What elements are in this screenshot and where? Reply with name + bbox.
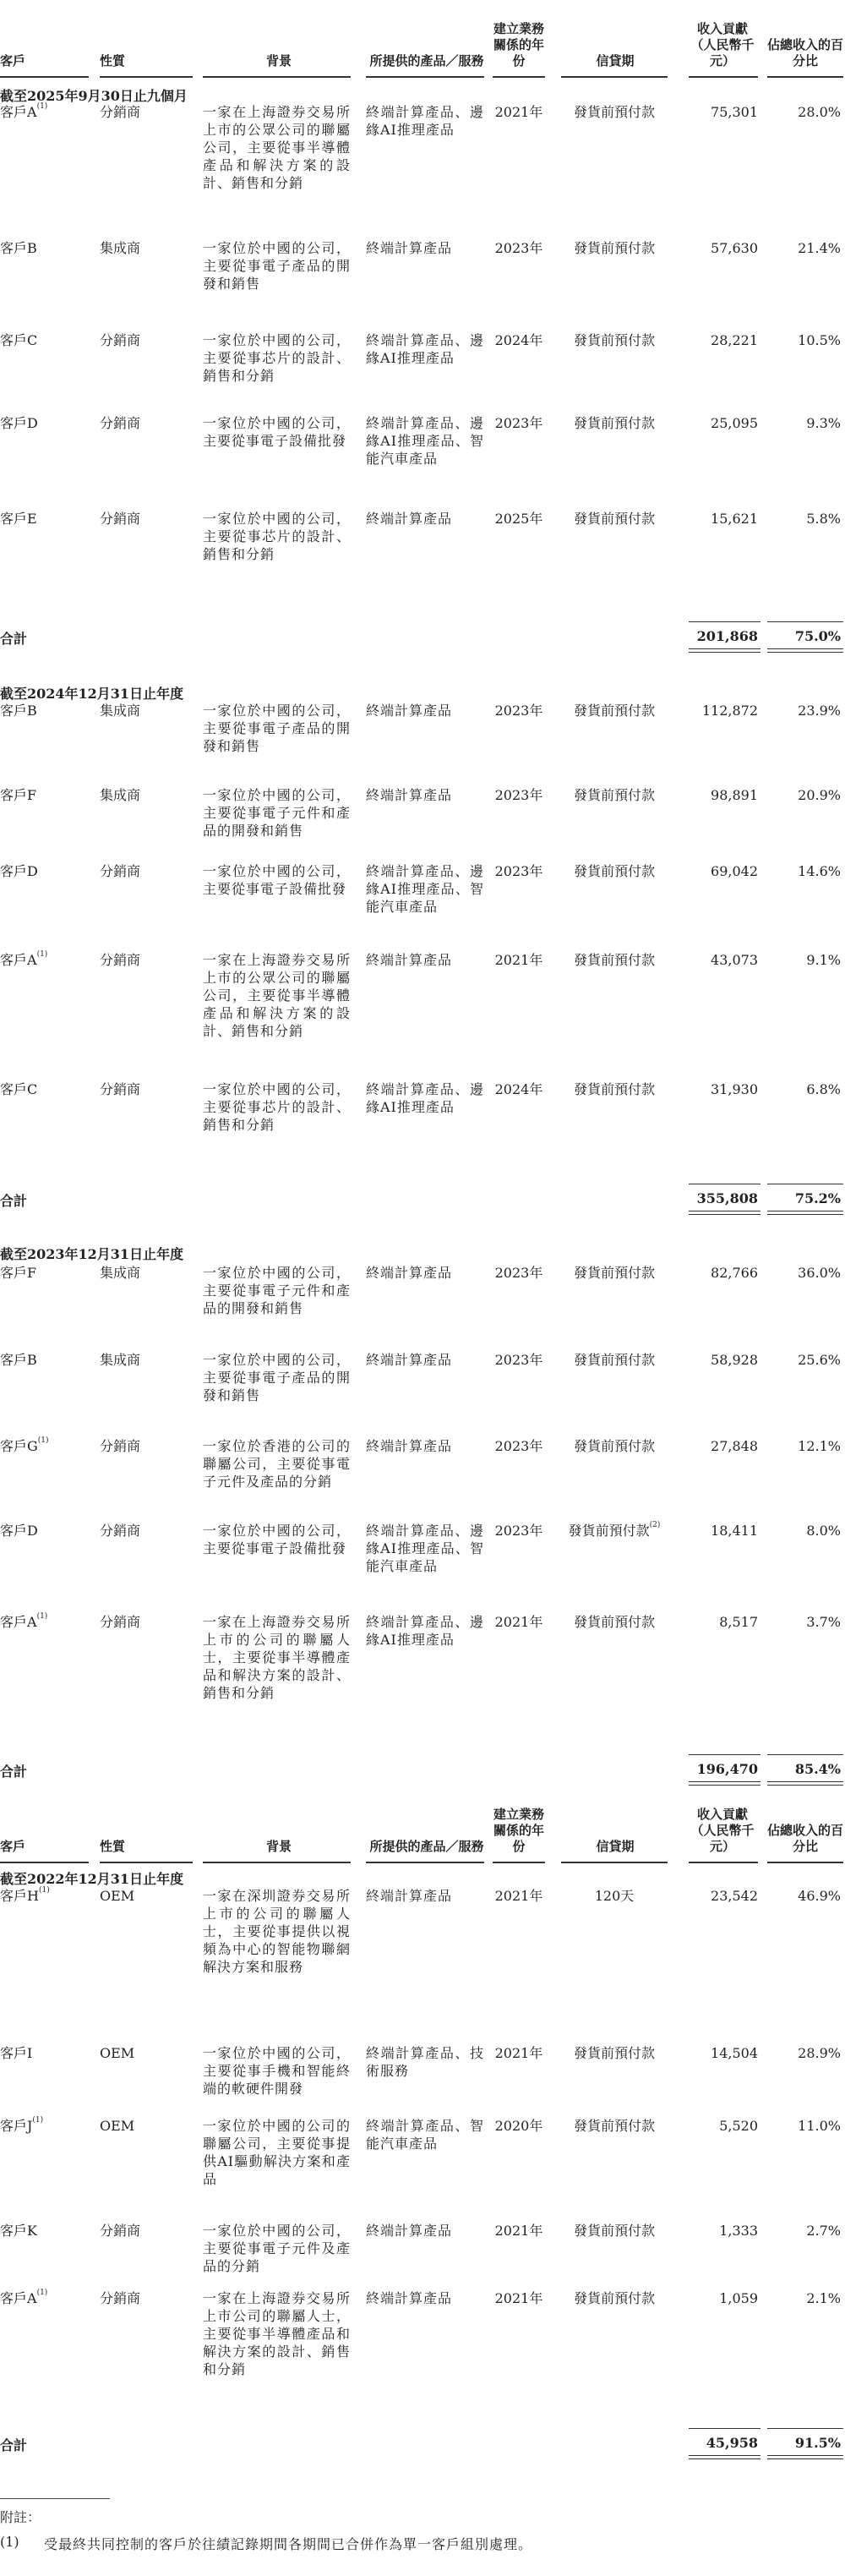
header-products: 所提供的產品／服務	[369, 1839, 484, 1854]
customer-background: 一家在上海證券交易所上市公司的聯屬人士，主要從事半導體產品和解決方案的設計、銷售和分銷	[203, 2290, 351, 2377]
customer-name-text: 客戶F	[0, 787, 37, 803]
products-services: 終端計算產品、邊緣AI推理產品	[366, 332, 484, 366]
notes-heading: 附註：	[0, 2509, 41, 2525]
revenue-percent: 11.0%	[798, 2118, 841, 2134]
revenue-value: 23,542	[711, 1888, 758, 1904]
relationship-year: 2021年	[494, 2045, 543, 2061]
footnote-ref: (1)	[36, 2289, 48, 2297]
relationship-year: 2023年	[494, 1523, 543, 1539]
products-services: 終端計算產品	[366, 1265, 453, 1281]
footnote-ref: (1)	[36, 950, 48, 959]
customer-nature: 集成商	[100, 1265, 141, 1281]
credit-term-text: 120天	[594, 1888, 635, 1904]
customer-background: 一家位於中國的公司，主要從事手機和智能終端的軟硬件開發	[203, 2045, 351, 2097]
revenue-percent: 9.1%	[806, 952, 841, 968]
products-services: 終端計算產品、邊緣AI推理產品	[366, 104, 484, 138]
customer-background: 一家位於香港的公司的聯屬公司，主要從事電子元件及產品的分銷	[203, 1438, 351, 1490]
revenue-value: 1,059	[719, 2290, 758, 2306]
revenue-percent: 20.9%	[798, 787, 841, 803]
products-services: 終端計算產品	[366, 1352, 453, 1368]
customer-name-text: 客戶D	[0, 863, 38, 879]
header-rule	[561, 76, 668, 78]
total-top-rule	[767, 2428, 843, 2429]
products-services: 終端計算產品	[366, 240, 453, 256]
customer-nature: 分銷商	[100, 952, 141, 968]
total-top-rule	[689, 1754, 760, 1755]
customer-nature: 分銷商	[100, 1081, 141, 1097]
table-header	[0, 0, 845, 78]
footnote-ref: (2)	[649, 1521, 661, 1529]
credit-term	[561, 1437, 668, 1455]
relationship-year: 2023年	[494, 787, 543, 803]
relationship-year: 2023年	[494, 1352, 543, 1368]
header-credit: 信貸期	[596, 53, 635, 68]
customer-name	[0, 414, 93, 432]
customer-name	[0, 2289, 93, 2307]
table-header	[0, 1786, 845, 1863]
customer-name	[0, 951, 93, 969]
customer-name	[0, 239, 93, 257]
total-row	[0, 1190, 845, 1209]
total-label: 合計	[0, 1193, 28, 1209]
customer-name	[0, 786, 93, 804]
revenue-percent: 12.1%	[798, 1438, 841, 1454]
credit-term	[561, 1522, 668, 1540]
total-label: 合計	[0, 631, 28, 647]
customer-name	[0, 1887, 93, 1905]
products-services: 終端計算產品	[366, 952, 453, 968]
customer-name-text: 客戶C	[0, 332, 38, 348]
products-services: 終端計算產品	[366, 1438, 453, 1454]
credit-term-text: 發貨前預付款	[568, 1523, 650, 1539]
relationship-year: 2025年	[494, 511, 543, 527]
total-revenue: 201,868	[696, 628, 758, 644]
customer-background: 一家位於中國的公司，主要從事電子產品的開發和銷售	[203, 703, 351, 754]
credit-term	[561, 331, 668, 349]
products-services: 終端計算產品	[366, 703, 453, 719]
credit-term	[561, 239, 668, 257]
customer-name-text: 客戶E	[0, 511, 37, 527]
revenue-value: 112,872	[701, 703, 758, 719]
revenue-value: 25,095	[711, 415, 758, 431]
customer-background: 一家位於中國的公司，主要從事電子產品的開發和銷售	[203, 1352, 351, 1403]
customer-nature: 集成商	[100, 240, 141, 256]
total-bottom-rule	[689, 1211, 760, 1215]
relationship-year: 2023年	[494, 1265, 543, 1281]
products-services: 終端計算產品	[366, 787, 453, 803]
header-rule	[366, 76, 484, 78]
revenue-percent: 46.9%	[798, 1888, 841, 1904]
customer-background: 一家位於中國的公司，主要從事電子設備批發	[203, 1523, 351, 1556]
credit-term	[561, 103, 668, 121]
total-bottom-rule	[689, 1781, 760, 1786]
section-title: 截至2023年12月31日止年度	[0, 1246, 184, 1262]
relationship-year: 2020年	[494, 2118, 543, 2134]
customer-name-text: 客戶I	[0, 2045, 33, 2061]
customer-name-text: 客戶C	[0, 1081, 38, 1097]
customer-nature: 集成商	[100, 1352, 141, 1368]
customer-name	[0, 2222, 93, 2240]
credit-term-text: 發貨前預付款	[573, 1438, 655, 1454]
total-top-rule	[689, 2428, 760, 2429]
header-background: 背景	[265, 53, 292, 68]
revenue-percent: 14.6%	[798, 863, 841, 879]
total-bottom-rule	[767, 1211, 843, 1215]
customer-nature: 分銷商	[100, 415, 141, 431]
credit-term-text: 發貨前預付款	[573, 511, 655, 527]
products-services: 終端計算產品	[366, 2290, 453, 2306]
total-bottom-rule	[689, 2455, 760, 2459]
products-services: 終端計算產品、邊緣AI推理產品、智能汽車產品	[366, 863, 484, 915]
customer-background: 一家在深圳證券交易所上市的公司的聯屬人士，主要從事提供以視頻為中心的智能物聯網解決方案和服務	[203, 1888, 351, 1975]
revenue-percent: 25.6%	[798, 1352, 841, 1368]
relationship-year: 2021年	[494, 2290, 543, 2306]
header-year: 建立業務關係的年份	[493, 21, 544, 68]
customer-name	[0, 1522, 93, 1540]
header-credit: 信貸期	[596, 1839, 635, 1854]
credit-term-text: 發貨前預付款	[573, 2223, 655, 2239]
revenue-percent: 3.7%	[806, 1614, 841, 1630]
revenue-percent: 28.9%	[798, 2045, 841, 2061]
customer-background: 一家位於中國的公司，主要從事芯片的設計、銷售和分銷	[203, 1081, 351, 1133]
header-background: 背景	[265, 1839, 292, 1854]
relationship-year: 2023年	[494, 863, 543, 879]
revenue-percent: 9.3%	[806, 415, 841, 431]
credit-term-text: 發貨前預付款	[573, 703, 655, 719]
total-percent: 91.5%	[794, 2435, 841, 2451]
credit-term	[561, 1613, 668, 1631]
customer-nature: OEM	[100, 1888, 135, 1904]
credit-term	[561, 702, 668, 719]
credit-term-text: 發貨前預付款	[573, 415, 655, 431]
total-label: 合計	[0, 1764, 28, 1780]
products-services: 終端計算產品	[366, 1888, 453, 1904]
total-top-rule	[767, 621, 843, 622]
customer-background: 一家位於中國的公司，主要從事電子元件和產品的開發和銷售	[203, 1265, 351, 1316]
total-bottom-rule	[767, 1781, 843, 1786]
total-bottom-rule	[689, 648, 760, 653]
notes-divider	[0, 2498, 110, 2499]
revenue-value: 57,630	[711, 240, 758, 256]
customer-nature: OEM	[100, 2118, 135, 2134]
revenue-value: 31,930	[711, 1081, 758, 1097]
credit-term-text: 發貨前預付款	[573, 1265, 655, 1281]
total-row	[0, 2435, 845, 2453]
section-title: 截至2024年12月31日止年度	[0, 686, 184, 702]
relationship-year: 2024年	[494, 332, 543, 348]
header-products: 所提供的產品／服務	[369, 53, 484, 68]
note-number: (1)	[0, 2534, 19, 2550]
revenue-value: 15,621	[711, 511, 758, 527]
revenue-percent: 28.0%	[798, 104, 841, 120]
header-rule	[493, 76, 545, 78]
header-revenue: 收入貢獻（人民幣千元）	[690, 1807, 755, 1854]
customer-background: 一家在上海證券交易所上市的公眾公司的聯屬公司，主要從事半導體產品和解決方案的設計、銷售和分銷	[203, 104, 351, 191]
credit-term	[561, 2222, 668, 2240]
relationship-year: 2024年	[494, 1081, 543, 1097]
relationship-year: 2021年	[494, 2223, 543, 2239]
revenue-percent: 21.4%	[798, 240, 841, 256]
relationship-year: 2023年	[494, 1438, 543, 1454]
revenue-percent: 10.5%	[798, 332, 841, 348]
header-rule	[203, 76, 351, 78]
relationship-year: 2021年	[494, 952, 543, 968]
header-nature: 性質	[100, 1839, 126, 1854]
customer-name	[0, 702, 93, 719]
credit-term-text: 發貨前預付款	[573, 863, 655, 879]
footnote-ref: (1)	[36, 102, 48, 111]
customer-nature: 分銷商	[100, 863, 141, 879]
credit-term	[561, 862, 668, 880]
total-top-rule	[767, 1754, 843, 1755]
customer-name-text: 客戶A	[0, 2290, 37, 2306]
customer-name	[0, 2117, 93, 2135]
customer-name	[0, 1351, 93, 1369]
customer-name-text: 客戶A	[0, 952, 37, 968]
revenue-percent: 8.0%	[806, 1523, 841, 1539]
header-nature: 性質	[100, 53, 126, 68]
revenue-percent: 2.1%	[806, 2290, 841, 2306]
section-title: 截至2022年12月31日止年度	[0, 1871, 184, 1887]
revenue-value: 14,504	[711, 2045, 758, 2061]
total-bottom-rule	[767, 648, 843, 653]
customer-name-text: 客戶G	[0, 1438, 38, 1454]
products-services: 終端計算產品、智能汽車產品	[366, 2118, 484, 2152]
customer-nature: 分銷商	[100, 2290, 141, 2306]
customer-name	[0, 510, 93, 528]
credit-term-text: 發貨前預付款	[573, 787, 655, 803]
revenue-value: 8,517	[719, 1614, 758, 1630]
relationship-year: 2023年	[494, 703, 543, 719]
credit-term	[561, 2117, 668, 2135]
customer-name	[0, 103, 93, 121]
revenue-value: 28,221	[711, 332, 758, 348]
header-year: 建立業務關係的年份	[493, 1807, 544, 1854]
total-percent: 75.0%	[794, 628, 841, 644]
header-rule	[366, 1862, 484, 1863]
credit-term-text: 發貨前預付款	[573, 1081, 655, 1097]
customer-name-text: 客戶B	[0, 1352, 37, 1368]
customer-name	[0, 862, 93, 880]
header-rule	[689, 76, 758, 78]
customer-name	[0, 1264, 93, 1282]
header-rule	[100, 1862, 193, 1863]
total-revenue: 45,958	[706, 2435, 758, 2451]
header-rule	[493, 1862, 545, 1863]
products-services: 終端計算產品、技術服務	[366, 2045, 484, 2079]
total-row	[0, 628, 845, 647]
header-rule	[561, 1862, 668, 1863]
customer-nature: 分銷商	[100, 1438, 141, 1454]
customer-name-text: 客戶B	[0, 703, 37, 719]
credit-term	[561, 951, 668, 969]
credit-term-text: 發貨前預付款	[573, 104, 655, 120]
total-row	[0, 1761, 845, 1780]
header-rule	[767, 1862, 843, 1863]
header-rule	[100, 76, 193, 78]
credit-term-text: 發貨前預付款	[573, 332, 655, 348]
customer-name-text: 客戶J	[0, 2118, 33, 2134]
footnote-ref: (1)	[32, 2116, 44, 2125]
section-title: 截至2025年9月30日止九個月	[0, 88, 188, 104]
header-revenue: 收入貢獻（人民幣千元）	[690, 21, 755, 68]
customer-nature: 分銷商	[100, 332, 141, 348]
total-revenue: 355,808	[696, 1190, 758, 1206]
header-rule	[0, 1862, 89, 1863]
total-top-rule	[689, 621, 760, 622]
header-percent: 佔總收入的百分比	[767, 37, 844, 68]
revenue-value: 98,891	[711, 787, 758, 803]
relationship-year: 2021年	[494, 1888, 543, 1904]
customer-name	[0, 1080, 93, 1098]
credit-term-text: 發貨前預付款	[573, 1352, 655, 1368]
note-text: 受最終共同控制的客戶於往績記錄期間各期間已合併作為單一客戶組別處理。	[44, 2536, 533, 2552]
credit-term	[561, 1887, 668, 1905]
total-percent: 75.2%	[794, 1190, 841, 1206]
credit-term-text: 發貨前預付款	[573, 1614, 655, 1630]
footnote-ref: (1)	[38, 1886, 50, 1895]
revenue-percent: 5.8%	[806, 511, 841, 527]
customer-name	[0, 1613, 93, 1631]
customer-name	[0, 2044, 93, 2062]
customer-nature: 集成商	[100, 703, 141, 719]
customer-background: 一家位於中國的公司，主要從事電子產品的開發和銷售	[203, 240, 351, 292]
total-percent: 85.4%	[794, 1761, 841, 1777]
products-services: 終端計算產品、邊緣AI推理產品	[366, 1081, 484, 1115]
customer-name-text: 客戶A	[0, 1614, 37, 1630]
header-customer: 客戶	[0, 53, 26, 68]
credit-term-text: 發貨前預付款	[573, 2045, 655, 2061]
relationship-year: 2023年	[494, 415, 543, 431]
credit-term	[561, 786, 668, 804]
revenue-value: 58,928	[711, 1352, 758, 1368]
customer-name-text: 客戶B	[0, 240, 37, 256]
total-bottom-rule	[767, 2455, 843, 2459]
revenue-percent: 2.7%	[806, 2223, 841, 2239]
credit-term	[561, 1264, 668, 1282]
customer-nature: 分銷商	[100, 104, 141, 120]
customer-name	[0, 331, 93, 349]
header-percent: 佔總收入的百分比	[767, 1823, 844, 1854]
footnote-ref: (1)	[37, 1436, 49, 1445]
customer-nature: 分銷商	[100, 1523, 141, 1539]
credit-term	[561, 414, 668, 432]
relationship-year: 2021年	[494, 104, 543, 120]
customer-background: 一家位於中國的公司，主要從事電子設備批發	[203, 415, 351, 449]
customer-name-text: 客戶K	[0, 2223, 37, 2239]
customer-name-text: 客戶H	[0, 1888, 39, 1904]
products-services: 終端計算產品	[366, 2223, 453, 2239]
products-services: 終端計算產品、邊緣AI推理產品、智能汽車產品	[366, 1523, 484, 1574]
relationship-year: 2023年	[494, 240, 543, 256]
credit-term-text: 發貨前預付款	[573, 2118, 655, 2134]
customer-nature: 分銷商	[100, 511, 141, 527]
header-rule	[767, 76, 843, 78]
customer-name-text: 客戶D	[0, 1523, 38, 1539]
customer-background: 一家位於中國的公司，主要從事電子元件及產品的分銷	[203, 2223, 351, 2274]
revenue-value: 27,848	[711, 1438, 758, 1454]
relationship-year: 2021年	[494, 1614, 543, 1630]
customer-name	[0, 1437, 93, 1455]
products-services: 終端計算產品、邊緣AI推理產品	[366, 1614, 484, 1648]
customer-background: 一家位於中國的公司，主要從事芯片的設計、銷售和分銷	[203, 511, 351, 562]
customer-background: 一家在上海證券交易所上市的公眾公司的聯屬公司，主要從事半導體產品和解決方案的設計、銷售和分銷	[203, 952, 351, 1039]
products-services: 終端計算產品、邊緣AI推理產品、智能汽車產品	[366, 415, 484, 467]
revenue-value: 1,333	[719, 2223, 758, 2239]
credit-term-text: 發貨前預付款	[573, 240, 655, 256]
header-rule	[689, 1862, 758, 1863]
header-customer: 客戶	[0, 1839, 26, 1854]
header-rule	[203, 1862, 351, 1863]
revenue-value: 75,301	[711, 104, 758, 120]
header-rule	[0, 76, 89, 78]
customer-nature: 分銷商	[100, 1614, 141, 1630]
customer-background: 一家位於中國的公司，主要從事芯片的設計、銷售和分銷	[203, 332, 351, 384]
credit-term	[561, 2044, 668, 2062]
customer-name-text: 客戶F	[0, 1265, 37, 1281]
customer-name-text: 客戶A	[0, 104, 37, 120]
revenue-percent: 23.9%	[798, 703, 841, 719]
revenue-value: 69,042	[711, 863, 758, 879]
footnote-ref: (1)	[36, 1612, 48, 1621]
revenue-percent: 36.0%	[798, 1265, 841, 1281]
credit-term	[561, 1351, 668, 1369]
products-services: 終端計算產品	[366, 511, 453, 527]
revenue-value: 5,520	[719, 2118, 758, 2134]
customer-name-text: 客戶D	[0, 415, 38, 431]
revenue-value: 43,073	[711, 952, 758, 968]
revenue-value: 82,766	[711, 1265, 758, 1281]
revenue-value: 18,411	[711, 1523, 758, 1539]
credit-term-text: 發貨前預付款	[573, 952, 655, 968]
credit-term	[561, 2289, 668, 2307]
credit-term	[561, 510, 668, 528]
revenue-percent: 6.8%	[806, 1081, 841, 1097]
total-revenue: 196,470	[696, 1761, 758, 1777]
credit-term-text: 發貨前預付款	[573, 2290, 655, 2306]
customer-background: 一家位於中國的公司，主要從事電子元件和產品的開發和銷售	[203, 787, 351, 839]
total-label: 合計	[0, 2437, 28, 2453]
customer-background: 一家位於中國的公司的聯屬公司，主要從事提供AI驅動解決方案和產品	[203, 2118, 351, 2187]
customer-background: 一家在上海證券交易所上市的公司的聯屬人士，主要從事半導體產品和解決方案的設計、銷售和分銷	[203, 1614, 351, 1701]
credit-term	[561, 1080, 668, 1098]
customer-nature: 集成商	[100, 787, 141, 803]
customer-nature: 分銷商	[100, 2223, 141, 2239]
customer-nature: OEM	[100, 2045, 135, 2061]
customer-background: 一家位於中國的公司，主要從事電子設備批發	[203, 863, 351, 897]
